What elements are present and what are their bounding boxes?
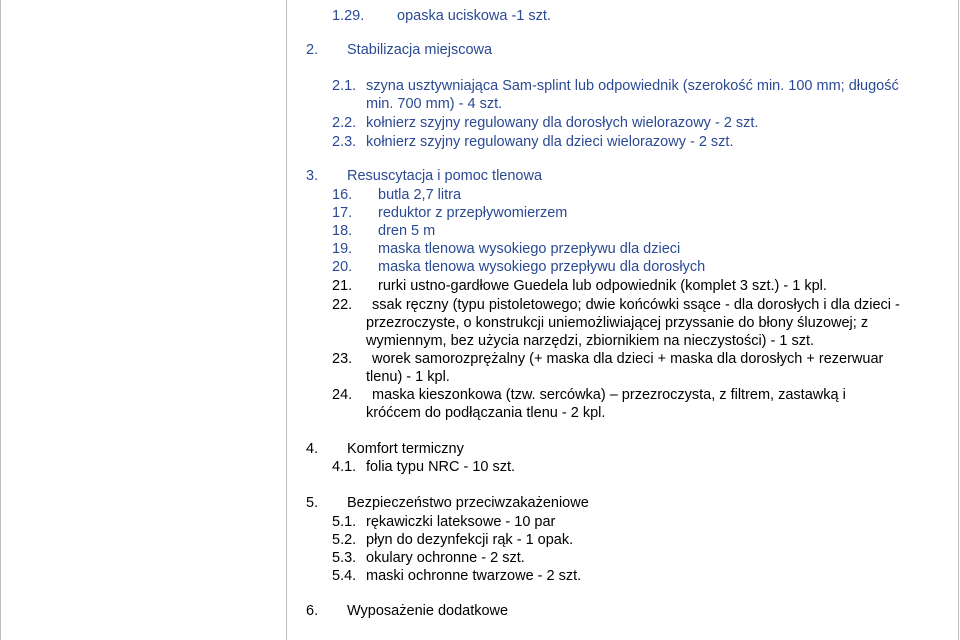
item-text: rękawiczki lateksowe - 10 par bbox=[366, 514, 556, 530]
section-number: 5. bbox=[306, 495, 319, 511]
item-number: 22. bbox=[332, 297, 353, 313]
item-text: ssak ręczny (typu pistoletowego; dwie końcówki ssące - dla dorosłych i dla dzieci - bbox=[372, 297, 900, 313]
item-text: płyn do dezynfekcji rąk - 1 opak. bbox=[366, 532, 574, 548]
section-title: Komfort termiczny bbox=[347, 441, 464, 457]
item-text: króćcem do podłączania tlenu - 2 kpl. bbox=[366, 405, 606, 421]
item-number: 5.4. bbox=[332, 568, 357, 584]
item-number: 5.2. bbox=[332, 532, 357, 548]
item-text: tlenu) - 1 kpl. bbox=[366, 369, 450, 385]
item-number: 20. bbox=[332, 259, 353, 275]
section-title: Bezpieczeństwo przeciwzakażeniowe bbox=[347, 495, 589, 511]
item-text: reduktor z przepływomierzem bbox=[378, 205, 568, 221]
item-text: butla 2,7 litra bbox=[378, 187, 462, 203]
section-number: 6. bbox=[306, 603, 319, 619]
item-number: 2.2. bbox=[332, 115, 357, 131]
section-number: 4. bbox=[306, 441, 319, 457]
item-number: 5.1. bbox=[332, 514, 357, 530]
item-number: 5.3. bbox=[332, 550, 357, 566]
item-text: min. 700 mm) - 4 szt. bbox=[366, 96, 503, 112]
item-number: 16. bbox=[332, 187, 353, 203]
item-number: 18. bbox=[332, 223, 353, 239]
item-text: szyna usztywniająca Sam-splint lub odpowiednik (szerokość min. 100 mm; długość bbox=[366, 78, 899, 94]
section-title: Wyposażenie dodatkowe bbox=[347, 603, 509, 619]
item-text: kołnierz szyjny regulowany dla dorosłych wielorazowy - 2 szt. bbox=[366, 115, 759, 131]
item-text: rurki ustno-gardłowe Guedela lub odpowiednik (komplet 3 szt.) - 1 kpl. bbox=[378, 278, 827, 294]
section-title: Resuscytacja i pomoc tlenowa bbox=[347, 168, 543, 184]
item-text: maski ochronne twarzowe - 2 szt. bbox=[366, 568, 582, 584]
item-text: maska tlenowa wysokiego przepływu dla dorosłych bbox=[378, 259, 706, 275]
item-number: 1.29. bbox=[332, 8, 365, 24]
section-number: 3. bbox=[306, 168, 319, 184]
item-text: maska tlenowa wysokiego przepływu dla dzieci bbox=[378, 241, 681, 257]
item-text: okulary ochronne - 2 szt. bbox=[366, 550, 525, 566]
item-text: maska kieszonkowa (tzw. sercówka) – przezroczysta, z filtrem, zastawką i bbox=[372, 387, 846, 403]
section-number: 2. bbox=[306, 42, 319, 58]
item-number: 2.3. bbox=[332, 134, 357, 150]
item-text: kołnierz szyjny regulowany dla dzieci wielorazowy - 2 szt. bbox=[366, 134, 734, 150]
item-text: przezroczyste, o konstrukcji uniemożliwiającej przyssanie do błony śluzowej; z bbox=[366, 315, 869, 331]
item-text: dren 5 m bbox=[378, 223, 436, 239]
item-text: opaska uciskowa -1 szt. bbox=[397, 8, 551, 24]
item-number: 4.1. bbox=[332, 459, 357, 475]
item-text: worek samorozprężalny (+ maska dla dzieci + maska dla dorosłych + rezerwuar bbox=[372, 351, 884, 367]
item-number: 24. bbox=[332, 387, 353, 403]
item-number: 17. bbox=[332, 205, 353, 221]
item-text: folia typu NRC - 10 szt. bbox=[366, 459, 516, 475]
item-number: 23. bbox=[332, 351, 353, 367]
section-title: Stabilizacja miejscowa bbox=[347, 42, 493, 58]
item-text: wymiennym, bez użycia narzędzi, zbiornikiem na nieczystości) - 1 szt. bbox=[366, 333, 815, 349]
item-number: 21. bbox=[332, 278, 353, 294]
item-number: 19. bbox=[332, 241, 353, 257]
item-number: 2.1. bbox=[332, 78, 357, 94]
